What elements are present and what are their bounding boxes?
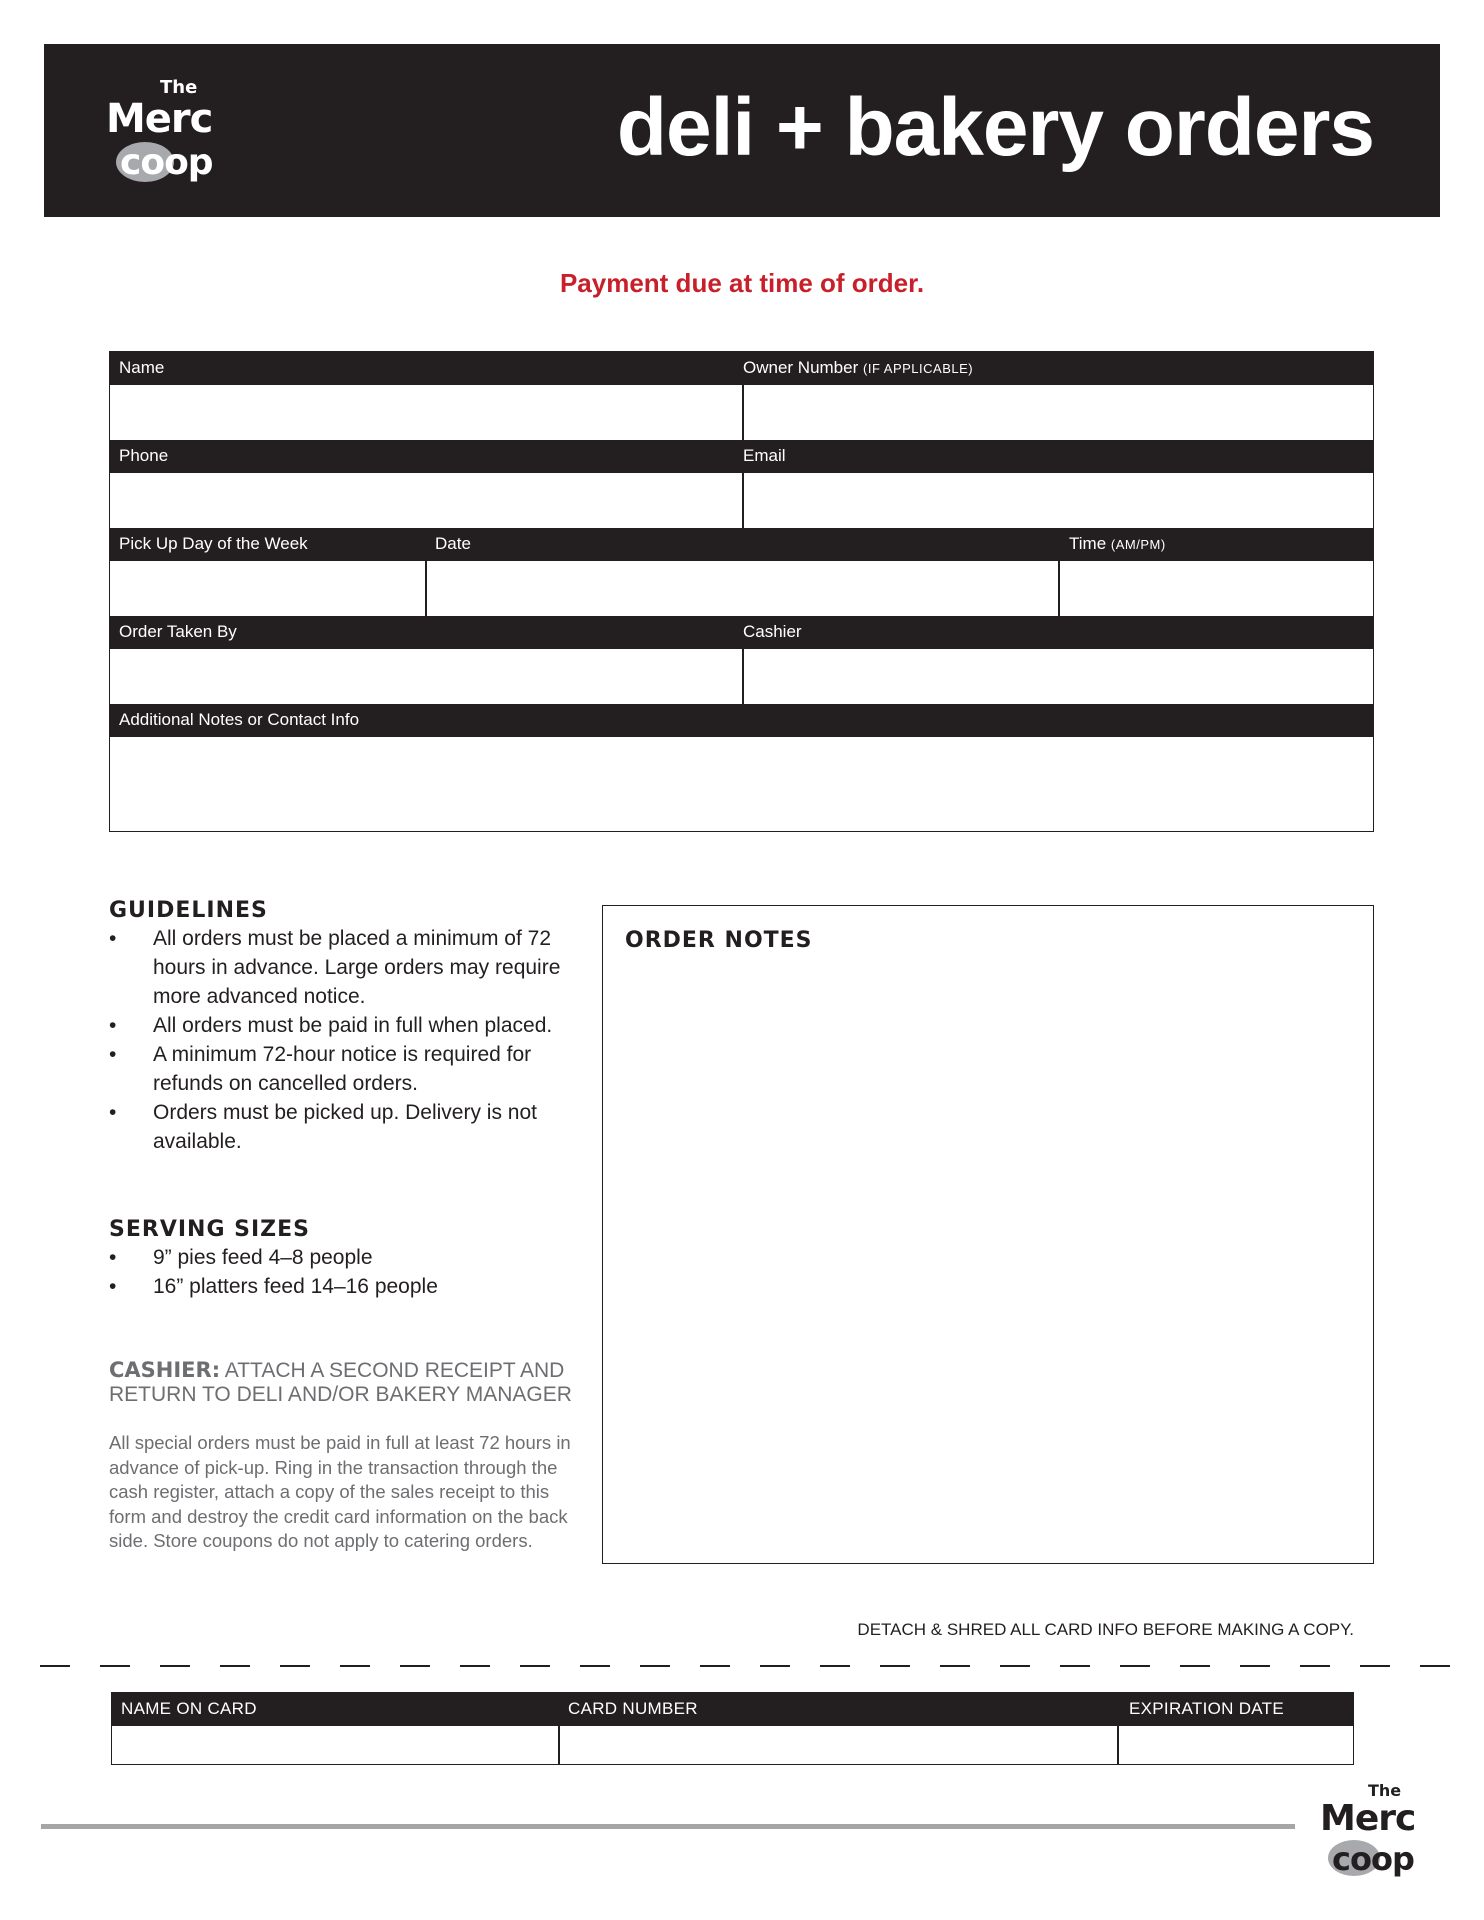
label-bar-notes [110, 704, 1373, 737]
footer-rule [41, 1824, 1295, 1829]
owner-number-suffix: (IF APPLICABLE) [863, 361, 974, 376]
cashier-bold-label: CASHIER: [109, 1358, 221, 1382]
divider [1117, 1726, 1119, 1764]
time-suffix: (AM/PM) [1110, 537, 1166, 552]
guideline-item: • Orders must be picked up. Delivery is not available. [109, 1098, 579, 1156]
label-bar-pickup [110, 528, 1373, 561]
label-bar-order-cashier [110, 616, 1373, 649]
name-on-card-field[interactable] [112, 1726, 559, 1764]
owner-number-label-text: Owner Number [743, 358, 859, 377]
expiration-date-field[interactable] [1118, 1726, 1353, 1764]
name-label: Name [119, 358, 165, 377]
phone-label: Phone [119, 446, 169, 465]
phone-field[interactable] [110, 473, 743, 528]
logo-coop: coop [120, 142, 213, 183]
divider [558, 1726, 560, 1764]
merc-coop-logo-footer [1320, 1782, 1450, 1882]
guidelines-section [109, 898, 579, 1156]
cashier-instruction-paragraph: All special orders must be paid in full at least 72 hours in advance of pick-up. Ring in the transaction through the cash register, attach a copy of the sales receipt to this form and destroy the credit card information on the back side. Store coupons do not apply to catering orders. [109, 1432, 571, 1551]
order-notes-heading: ORDER NOTES [625, 928, 813, 953]
owner-number-field[interactable] [743, 385, 1375, 440]
serving-sizes-section [109, 1217, 579, 1301]
payment-notice: Payment due at time of order. [559, 268, 925, 298]
date-label: Date [435, 534, 471, 553]
pickup-day-field[interactable] [110, 561, 426, 616]
time-label-text: Time [1069, 534, 1107, 553]
date-field[interactable] [426, 561, 1059, 616]
merc-coop-logo [106, 78, 246, 188]
guidelines-list [109, 924, 579, 1156]
card-info-table [111, 1692, 1354, 1765]
email-field[interactable] [743, 473, 1375, 528]
logo-the: The [1368, 1781, 1402, 1800]
divider [1058, 561, 1060, 616]
card-number-label: CARD NUMBER [568, 1699, 698, 1718]
card-number-field[interactable] [559, 1726, 1118, 1764]
email-label: Email [743, 446, 786, 465]
order-taken-label: Order Taken By [119, 622, 237, 641]
guideline-item: • A minimum 72-hour notice is required for refunds on cancelled orders. [109, 1040, 579, 1098]
time-field[interactable] [1059, 561, 1375, 616]
divider [742, 385, 744, 440]
name-on-card-label: NAME ON CARD [121, 1699, 257, 1718]
additional-notes-field[interactable] [110, 737, 1373, 830]
divider [425, 561, 427, 616]
time-label [1069, 534, 1166, 554]
guideline-item: • All orders must be paid in full when placed. [109, 1011, 579, 1040]
order-form [109, 351, 1374, 832]
logo-merc: Merc [106, 96, 213, 142]
cashier-label: Cashier [743, 622, 802, 641]
detach-notice: DETACH & SHRED ALL CARD INFO BEFORE MAKING A COPY. [857, 1620, 1354, 1639]
card-label-bar [112, 1693, 1353, 1726]
cashier-instruction-text: ATTACH A SECOND RECEIPT AND RETURN TO DELI AND/OR BAKERY MANAGER [109, 1359, 572, 1406]
serving-sizes-list [109, 1243, 579, 1301]
divider [742, 473, 744, 528]
label-bar-phone-email [110, 440, 1373, 473]
guideline-item: • All orders must be placed a minimum of 72 hours in advance. Large orders may require more advanced notice. [109, 924, 579, 1011]
order-notes-box[interactable] [602, 905, 1374, 1564]
guidelines-heading: GUIDELINES [109, 898, 268, 923]
serving-size-item: • 9” pies feed 4–8 people [109, 1243, 579, 1272]
serving-sizes-heading: SERVING SIZES [109, 1217, 311, 1242]
page-title: deli + bakery orders [616, 82, 1374, 173]
logo-coop: coop [1332, 1840, 1414, 1878]
additional-notes-label: Additional Notes or Contact Info [119, 710, 360, 729]
cut-line [40, 1665, 1450, 1667]
serving-size-item: • 16” platters feed 14–16 people [109, 1272, 579, 1301]
logo-merc: Merc [1320, 1798, 1416, 1839]
cashier-field[interactable] [743, 649, 1375, 704]
cashier-instruction-heading [109, 1358, 579, 1407]
divider [742, 649, 744, 704]
label-bar-name-owner [110, 352, 1373, 385]
owner-number-label [743, 358, 973, 378]
expiration-date-label: EXPIRATION DATE [1129, 1699, 1285, 1718]
name-field[interactable] [110, 385, 743, 440]
order-taken-by-field[interactable] [110, 649, 743, 704]
logo-the: The [160, 77, 198, 98]
pickup-day-label: Pick Up Day of the Week [119, 534, 308, 553]
